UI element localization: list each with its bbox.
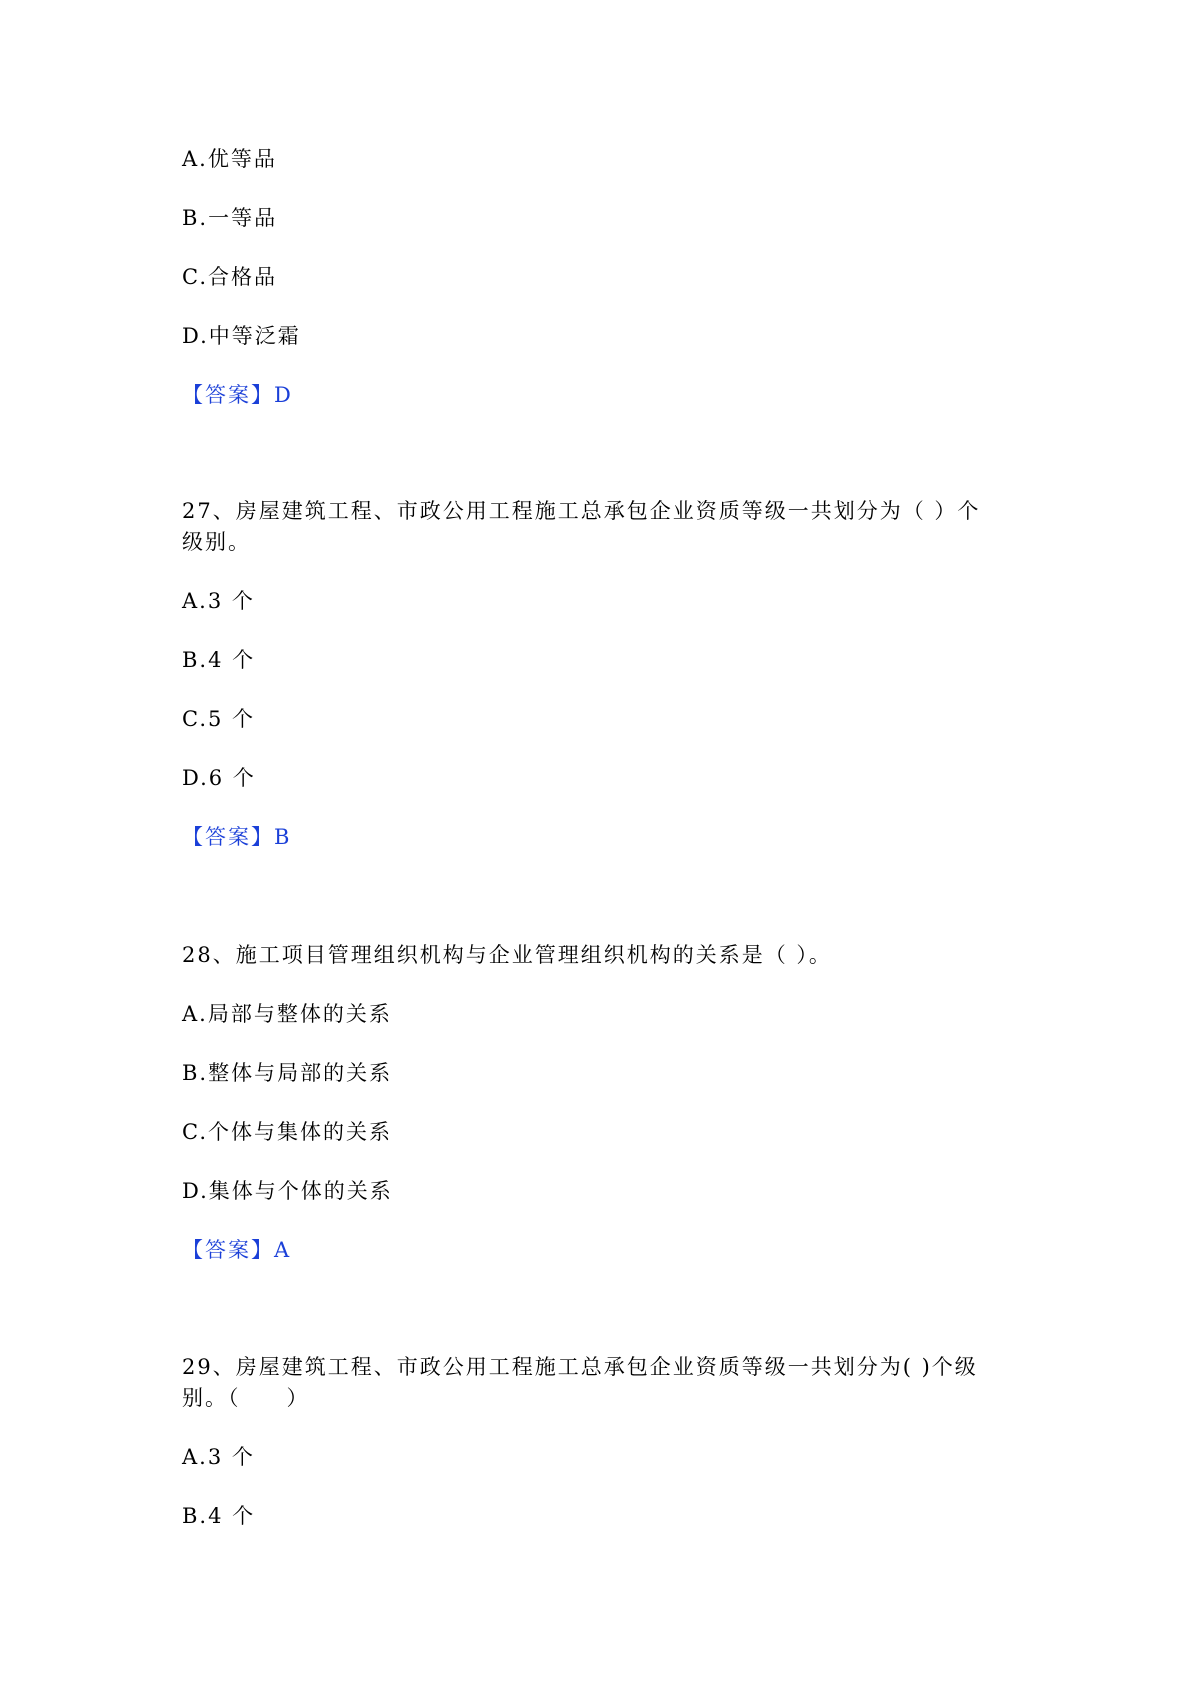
q28-option-a: A.局部与整体的关系 — [182, 1002, 392, 1026]
q29-option-b: B.4 个 — [182, 1504, 256, 1528]
q26-option-c: C.合格品 — [182, 265, 277, 289]
q28-answer: 【答案】A — [182, 1238, 292, 1262]
q28-option-b: B.整体与局部的关系 — [182, 1061, 393, 1085]
q26-answer: 【答案】D — [182, 383, 293, 407]
q26-option-b: B.一等品 — [182, 206, 278, 230]
q27-stem-line1: 27、房屋建筑工程、市政公用工程施工总承包企业资质等级一共划分为（ ）个 — [182, 499, 981, 523]
q29-option-a: A.3 个 — [182, 1445, 255, 1469]
q27-answer: 【答案】B — [182, 825, 292, 849]
q28-stem-line1: 28、施工项目管理组织机构与企业管理组织机构的关系是（ ）。 — [182, 943, 832, 967]
q28-option-c: C.个体与集体的关系 — [182, 1120, 392, 1144]
q27-option-c: C.5 个 — [182, 707, 256, 731]
q27-option-d: D.6 个 — [182, 766, 256, 790]
q26-option-a: A.优等品 — [182, 147, 277, 171]
q28-option-d: D.集体与个体的关系 — [182, 1179, 393, 1203]
q27-stem-line2: 级别。 — [182, 530, 251, 554]
q27-option-b: B.4 个 — [182, 648, 256, 672]
q29-stem-line2: 别。（ ） — [182, 1386, 310, 1410]
q26-option-d: D.中等泛霜 — [182, 324, 301, 348]
q29-stem-line1: 29、房屋建筑工程、市政公用工程施工总承包企业资质等级一共划分为( )个级 — [182, 1355, 978, 1379]
q27-option-a: A.3 个 — [182, 589, 255, 613]
